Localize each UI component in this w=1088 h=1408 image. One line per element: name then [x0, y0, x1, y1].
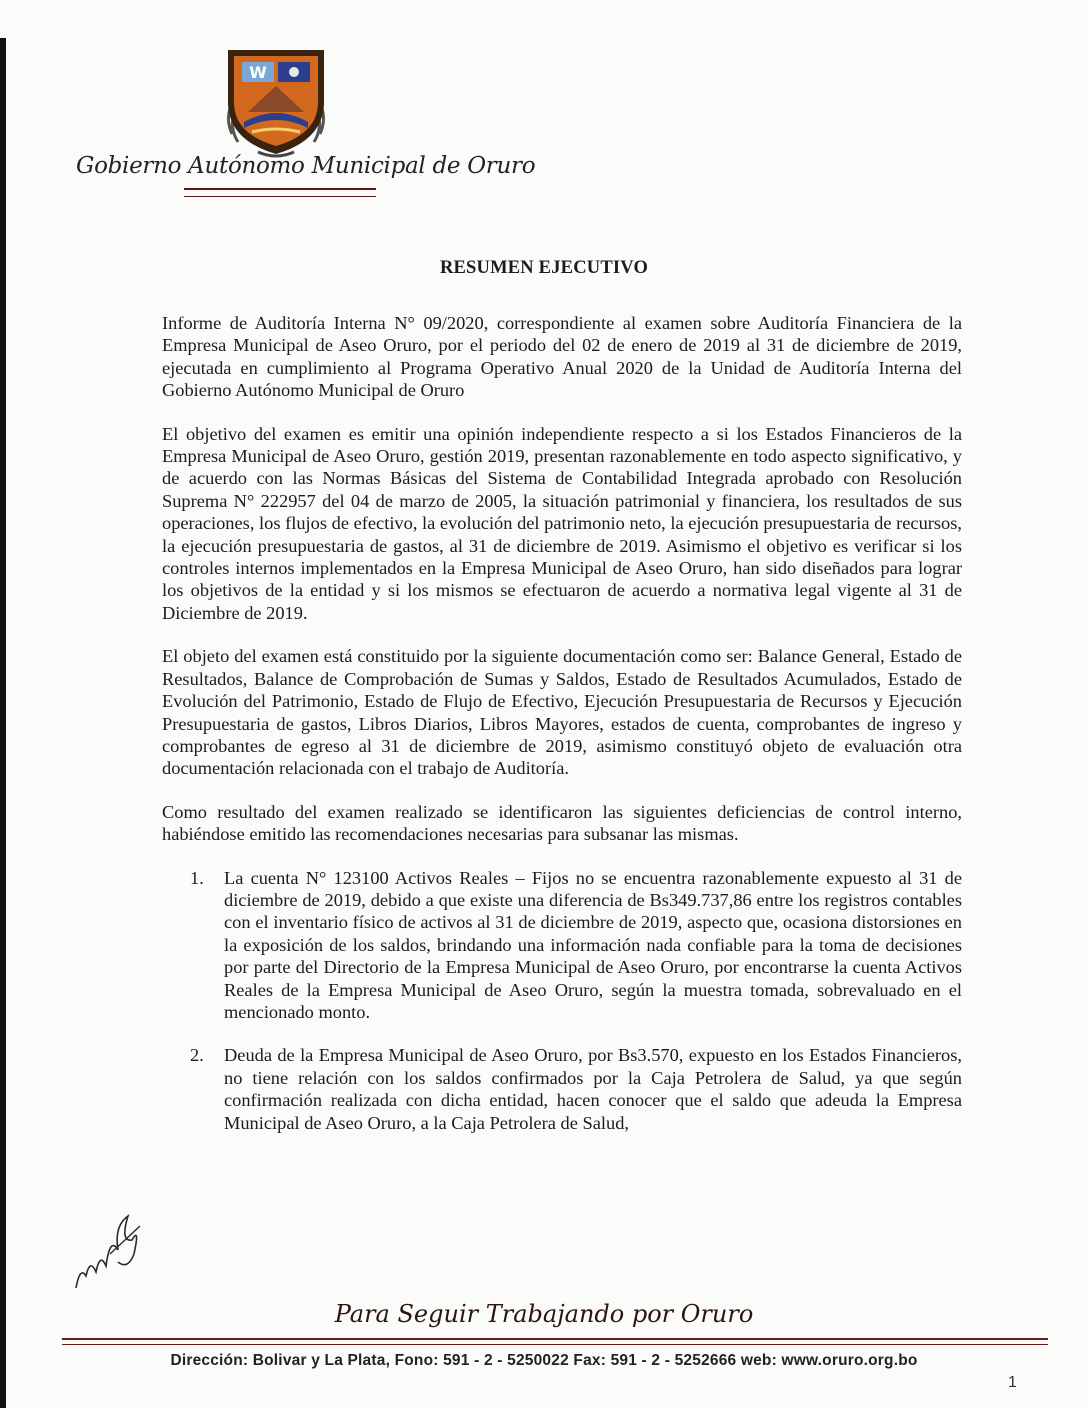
footer-address: Dirección: Bolivar y La Plata, Fono: 591 - 2 - 5250022 Fax: 591 - 2 - 5252666 web: www.oruro.org.bo [170, 1352, 918, 1369]
document-body [162, 312, 962, 1155]
organization-name: Gobierno Autónomo Municipal de Oruro [76, 153, 536, 179]
finding-text: Deuda de la Empresa Municipal de Aseo Oruro, por Bs3.570, expuesto en los Estados Financieros, no tiene relación con los saldos confirmados por la Caja Petrolera de Salud, ya que según confirmación realizada con dicha entidad, hacen conocer que el saldo que adeuda la Empresa Municipal de Aseo Oruro, a la Caja Petrolera de Salud, [224, 1045, 962, 1133]
header-rule [184, 188, 376, 197]
svg-text:W: W [249, 63, 267, 82]
footer-rule [62, 1338, 1048, 1345]
list-item [162, 1044, 962, 1134]
finding-text: La cuenta N° 123100 Activos Reales – Fijos no se encuentra razonablemente expuesto al 31 de diciembre de 2019, debido a que existe una diferencia de Bs349.737,86 entre los registros contables con el inventario físico de activos al 31 de diciembre de 2019, aspecto que, ocasiona distorsiones en la exposición de los saldos, brindando una información nada confiable para la toma de decisiones por parte del Directorio de la Empresa Municipal de Aseo Oruro, por encontrarse la cuenta Activos Reales de la Empresa Municipal de Aseo Oruro, según la muestra tomada, sobrevaluado en el mencionado monto. [224, 867, 962, 1022]
paragraph-object: El objeto del examen está constituido por la siguiente documentación como ser: Balance General, Estado de Resultados, Balance de Comprobación de Sumas y Saldos, Estado de Resultados Acumulados, Estado de Evolución del Patrimonio, Estado de Flujo de Efectivo, Ejecución Presupuestaria de Recursos y Ejecución Presupuestaria de gastos, Libros Diarios, Libros Mayores, estados de cuenta, comprobantes de ingreso y comprobantes de egreso al 31 de diciembre de 2019, asimismo constituyó objeto de evaluación otra documentación relacionada con el trabajo de Auditoría. [162, 646, 962, 779]
list-item [162, 867, 962, 1024]
coat-of-arms-icon [218, 42, 334, 162]
paragraph-results: Como resultado del examen realizado se identificaron las siguientes deficiencias de control interno, habiéndose emitido las recomendaciones necesarias para subsanar las mismas. [162, 801, 962, 845]
paragraph-intro: Informe de Auditoría Interna N° 09/2020, correspondiente al examen sobre Auditoría Financiera de la Empresa Municipal de Aseo Oruro, por el periodo del 02 de enero de 2019 al 31 de diciembre de 2019, ejecutada en cumplimiento al Programa Operativo Anual 2020 de la Unidad de Auditoría Interna del Gobierno Autónomo Municipal de Oruro [162, 313, 962, 401]
findings-list [162, 867, 962, 1134]
document-title: RESUMEN EJECUTIVO [439, 258, 649, 278]
footer-motto: Para Seguir Trabajando por Oruro [334, 1300, 754, 1328]
page-number: 1 [1008, 1374, 1017, 1391]
paragraph-objective: El objetivo del examen es emitir una opinión independiente respecto a si los Estados Financieros de la Empresa Municipal de Aseo Oruro, gestión 2019, presentan razonablemente en todo aspecto significativo, y de acuerdo con las Normas Básicas del Sistema de Contabilidad Integrada aprobado con Resolución Suprema N° 222957 del 04 de marzo de 2005, la situación patrimonial y financiera, los resultados de sus operaciones, los flujos de efectivo, la evolución del patrimonio neto, la ejecución presupuestaria de recursos, la ejecución presupuestaria de gastos, al 31 de diciembre de 2019. Asimismo el objetivo es verificar si los controles internos implementados en la Empresa Municipal de Aseo Oruro, han sido diseñados para lograr los objetivos de la entidad y si los mismos se efectuaron de acuerdo a normativa legal vigente al 31 de Diciembre de 2019. [162, 423, 962, 623]
finding-number: 2. [190, 1045, 204, 1066]
scan-edge [0, 38, 6, 1408]
finding-number: 1. [190, 867, 204, 888]
handwritten-signature [70, 1196, 150, 1296]
